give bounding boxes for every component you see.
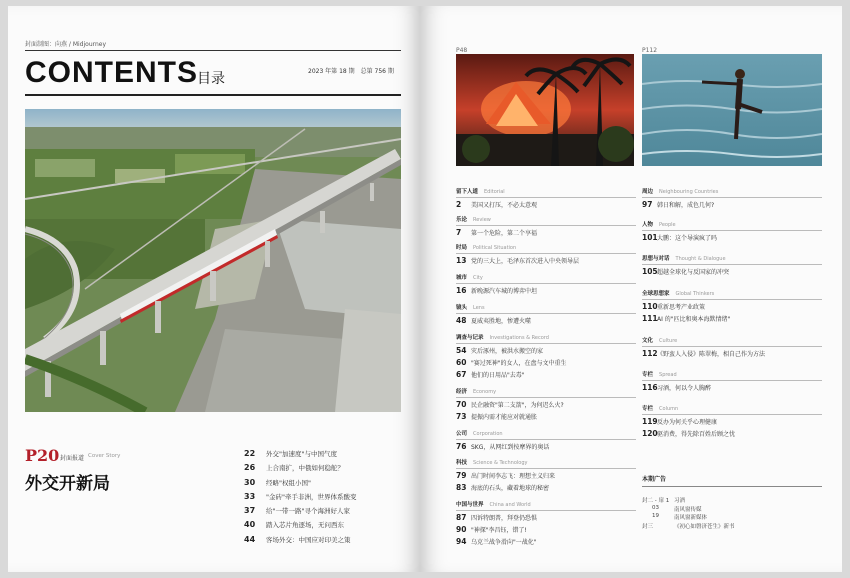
toc-page-number: 76 (456, 442, 467, 451)
toc-title: 重新思考产业政策 (657, 304, 706, 311)
toc-row[interactable] (244, 535, 414, 549)
toc-title: "金砖"牵手非洲，世界体系酸变 (266, 492, 357, 501)
toc-title: 习酒，何以令人胸醉 (657, 385, 712, 392)
section-title: 经济 (456, 389, 468, 395)
toc-page-number: 110 (642, 302, 658, 311)
toc-entry[interactable] (456, 483, 636, 495)
section-city (456, 273, 636, 298)
toc-page-number: 2 (456, 200, 462, 209)
section-title-en: Political Situation (473, 245, 517, 251)
toc-entry[interactable] (456, 346, 636, 358)
cover-story-tag: 封面报道 (60, 455, 85, 462)
ads-title: 本期广告 (642, 476, 667, 483)
toc-entry[interactable] (456, 228, 636, 240)
toc-title: 韩日和解，成色几何? (657, 202, 715, 209)
section-title: 思想与对话 (642, 256, 670, 262)
section-title: 周边 (642, 189, 654, 195)
toc-entry[interactable] (642, 383, 822, 395)
toc-entry[interactable] (456, 471, 636, 483)
toc-row[interactable] (244, 520, 414, 534)
section-title-en: Thought & Dialogue (675, 256, 726, 262)
ad-row (642, 513, 735, 522)
toc-title: "赛过死神"的女人，在盘与文中重生 (471, 360, 567, 367)
toc-entry[interactable] (456, 525, 636, 537)
contents-title: CONTENTS (25, 56, 198, 89)
toc-title: 驱消费，得先除百姓后顾之忧 (657, 431, 736, 438)
section-economy (456, 387, 636, 424)
section-title: 调查与记录 (456, 335, 484, 341)
ad-position: 封三 (642, 523, 654, 530)
section-column (642, 404, 822, 441)
toc-page-number: 44 (244, 534, 256, 544)
cover-story-page-number: P20 (25, 446, 60, 465)
ad-position: 封二 - 扉 1 (642, 498, 670, 504)
toc-entry[interactable] (642, 417, 822, 429)
toc-page-number: 70 (456, 400, 467, 409)
ad-row (642, 522, 735, 531)
section-title-en: Economy (473, 389, 497, 395)
toc-title: 灾后涿州，被洪水搬空的家 (471, 348, 544, 355)
section-title-en: Neighbouring Countries (659, 189, 719, 195)
section-title: 科技 (456, 460, 468, 466)
toc-entry[interactable] (456, 442, 636, 454)
section-science-technology (456, 458, 636, 495)
ads-list (642, 496, 735, 530)
toc-row[interactable] (244, 506, 414, 520)
section-title: 镜头 (456, 305, 468, 311)
toc-row[interactable] (244, 463, 414, 477)
toc-title: 乌克兰战争滑向"一战化" (471, 539, 537, 546)
toc-page-number: 40 (244, 520, 256, 530)
photo-wildfire (456, 54, 634, 166)
section-title-en: Global Thinkers (675, 291, 715, 297)
section-title: 乐论 (456, 217, 468, 223)
toc-page-number: 13 (456, 256, 467, 265)
photo-beach-kick (642, 54, 822, 166)
section-title-en: Culture (659, 338, 678, 344)
toc-page-number: 111 (642, 314, 658, 323)
contents-title-cn: 目录 (197, 71, 225, 87)
section-title: 专栏 (642, 406, 654, 412)
ad-position: 03 (652, 504, 659, 511)
section-title-en: Column (659, 406, 679, 412)
ad-row (642, 505, 735, 514)
toc-title: SKG，从网红到按摩界的奥话 (471, 444, 550, 451)
section-title-en: China and World (489, 502, 531, 508)
toc-title: 第一个危险，第二个享福 (471, 230, 538, 237)
section-investigations (456, 333, 636, 382)
section-title-en: City (473, 275, 483, 281)
section-title-en: Corporation (473, 431, 503, 437)
section-title-en: Investigations & Record (489, 335, 549, 341)
section-title-en: Editorial (484, 189, 505, 195)
toc-page-number: 101 (642, 233, 658, 242)
section-title-en: People (659, 222, 676, 228)
ads-rule (642, 486, 822, 487)
toc-entry[interactable] (456, 200, 636, 212)
ad-position: 19 (652, 513, 659, 520)
section-title: 人物 (642, 222, 654, 228)
section-title: 全球思想家 (642, 291, 670, 297)
toc-title: 上合南扩，中俄如何稳舵？ (266, 464, 344, 473)
toc-title: 美国又打压，不必太意观 (471, 202, 538, 209)
toc-title: 夏威夷胜地，惨遭火噬 (471, 318, 532, 325)
toc-title: AI 的"匹比和奥本海默情绪" (657, 316, 731, 323)
toc-title: 反办为何关乎心理健康 (657, 419, 718, 426)
toc-row[interactable] (244, 449, 414, 463)
right-page (420, 6, 842, 572)
ad-name: 南风窗传媒 (674, 506, 702, 513)
toc-page-number: 73 (456, 412, 467, 421)
section-corporation (456, 429, 636, 454)
toc-title: 他们的日用品"去毒" (471, 372, 525, 379)
section-editorial (456, 187, 636, 212)
ad-name: 《初心如磐济苍生》新书 (674, 523, 735, 530)
toc-entry[interactable] (456, 400, 636, 412)
toc-entry[interactable] (456, 412, 636, 424)
toc-page-number: 116 (642, 383, 658, 392)
cover-photo-railway (25, 109, 401, 412)
toc-page-number: 22 (244, 449, 256, 458)
section-political-situation (456, 243, 636, 268)
toc-page-number: 105 (642, 267, 658, 276)
toc-entry[interactable] (456, 370, 636, 382)
cover-story-tag-en: Cover Story (88, 453, 121, 459)
section-china-and-world (456, 500, 636, 549)
toc-entry[interactable] (456, 537, 636, 549)
section-title-en: Spread (659, 372, 677, 378)
section-title: 城市 (456, 275, 468, 281)
toc-title: 给"一带一路"寻个海洲好人家 (266, 507, 350, 516)
toc-title: 出门时间李志飞：理想主义归来 (471, 473, 556, 480)
section-thought-dialogue (642, 254, 822, 279)
toc-entry[interactable] (642, 314, 822, 326)
toc-page-number: 87 (456, 513, 467, 522)
ad-row (642, 496, 735, 505)
toc-page-number: 33 (244, 491, 256, 501)
toc-entry[interactable] (456, 316, 636, 328)
section-people (642, 220, 822, 245)
cover-story-toc (244, 449, 414, 549)
ad-name: 习酒 (674, 498, 686, 504)
photo-label-p112: P112 (642, 47, 658, 54)
section-title: 专栏 (642, 372, 654, 378)
section-title: 中国与世界 (456, 502, 484, 508)
toc-title: 外交"加速度"与中国气度 (266, 450, 337, 458)
toc-page-number: 7 (456, 228, 462, 237)
toc-title: 党的三大上，毛泽东首次进入中央领导层 (471, 258, 580, 265)
section-lens (456, 303, 636, 328)
toc-entry[interactable] (642, 233, 822, 245)
section-review (456, 215, 636, 240)
toc-page-number: 90 (456, 525, 467, 534)
toc-title: 新晚源汽车城的博弈中坦 (471, 288, 538, 295)
section-global-thinkers (642, 289, 822, 326)
section-culture (642, 336, 822, 361)
toc-page-number: 112 (642, 349, 658, 358)
toc-row[interactable] (244, 478, 414, 492)
toc-title: "神探"李昌钰，错了! (471, 527, 527, 534)
toc-page-number: 94 (456, 537, 467, 546)
toc-entry[interactable] (642, 429, 822, 441)
toc-page-number: 16 (456, 286, 467, 295)
toc-entry[interactable] (456, 513, 636, 525)
toc-title: 客场外交：中国应对印美之策 (266, 535, 351, 544)
ad-name: 南风窗新媒体 (674, 515, 708, 522)
toc-entry[interactable] (456, 286, 636, 298)
toc-title: 民企融资"第二支箭"，为何迟么火? (471, 402, 564, 409)
photo-label-p48: P48 (456, 47, 468, 54)
toc-title: 海底的石头，藏着地球的秘密 (471, 485, 550, 492)
left-page (8, 6, 420, 572)
toc-page-number: 79 (456, 471, 467, 480)
section-title: 公司 (456, 431, 468, 437)
toc-title: 大鹏：这个导演疯了吗 (657, 235, 718, 242)
cover-story-title: 外交开新局 (25, 474, 110, 494)
issue-info: 2023 年第 18 期 总第 756 期 (308, 68, 394, 75)
section-title-en: Review (473, 217, 491, 223)
toc-title: 提振内需才能应对就通胀 (471, 414, 538, 421)
title-rule (25, 94, 401, 96)
section-title-en: Science & Technology (473, 460, 528, 466)
toc-page-number: 83 (456, 483, 467, 492)
toc-entry[interactable] (642, 267, 822, 279)
section-title: 留下人道 (456, 189, 479, 195)
toc-page-number: 54 (456, 346, 467, 355)
toc-entry[interactable] (642, 200, 822, 212)
toc-entry[interactable] (456, 358, 636, 370)
toc-title: 经略"权组小国" (266, 478, 311, 487)
top-rule (25, 50, 401, 51)
toc-title: 《野蛮人入侵》陈翠梅，相自己作为方法 (657, 351, 766, 358)
toc-page-number: 67 (456, 370, 467, 379)
section-title-en: Lens (473, 305, 485, 311)
toc-page-number: 120 (642, 429, 658, 438)
toc-title: 四诉特朗普，拜登仍恐惧 (471, 515, 538, 522)
toc-page-number: 119 (642, 417, 658, 426)
toc-entry[interactable] (456, 256, 636, 268)
toc-page-number: 97 (642, 200, 653, 209)
toc-page-number: 48 (456, 316, 467, 325)
toc-title: 踏入芯片角逐场，无问西东 (266, 521, 344, 530)
toc-page-number: 26 (244, 463, 256, 473)
toc-title: 超越全球化与反国家的冲突 (657, 269, 730, 276)
section-spread (642, 370, 822, 395)
toc-page-number: 37 (244, 506, 256, 516)
toc-row[interactable] (244, 492, 414, 506)
toc-page-number: 60 (456, 358, 467, 367)
toc-entry[interactable] (642, 302, 822, 314)
section-title: 文化 (642, 338, 654, 344)
cover-credit: 封面制图：向燕 / Midjourney (25, 41, 107, 48)
toc-page-number: 30 (244, 477, 256, 487)
section-title: 时局 (456, 245, 468, 251)
section-neighbouring-countries (642, 187, 822, 212)
toc-entry[interactable] (642, 349, 822, 361)
